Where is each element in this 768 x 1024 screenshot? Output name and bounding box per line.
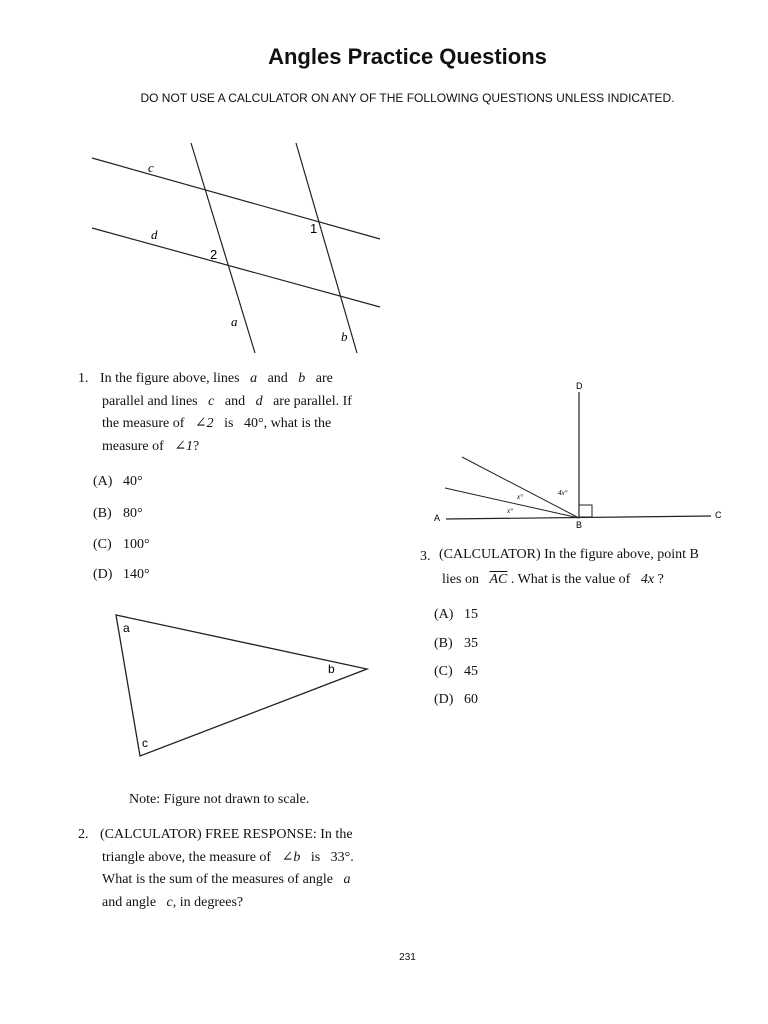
line-d xyxy=(92,228,380,307)
q1-angle-1: ∠1 xyxy=(174,438,194,454)
label-c: c xyxy=(148,160,154,175)
q1-and-1: and xyxy=(267,371,288,386)
angle-label-x-lower: x° xyxy=(507,507,513,515)
question-number: 1. xyxy=(78,371,89,386)
question-text xyxy=(439,544,699,591)
q2-var-c: c xyxy=(166,894,173,910)
choice-value: 45 xyxy=(464,664,478,679)
label-b: b xyxy=(341,329,348,344)
q1-var-a: a xyxy=(250,371,258,386)
angle-label-2: 2 xyxy=(210,247,218,262)
q1-text-5: , what is the xyxy=(263,416,332,431)
q1-text-6: measure of xyxy=(102,438,164,454)
q1-are: are xyxy=(315,371,333,386)
label-d: d xyxy=(151,227,158,242)
page-title: Angles Practice Questions xyxy=(268,44,547,69)
q2-value: 33° xyxy=(330,849,351,865)
choice-label: (A) xyxy=(93,474,113,489)
line-c xyxy=(92,158,380,239)
figure-note: Note: Figure not drawn to scale. xyxy=(129,792,310,807)
point-label-c: C xyxy=(715,510,722,520)
q1-choice-d[interactable] xyxy=(93,567,150,583)
q3-text-4: ? xyxy=(657,571,664,587)
choice-value: 80° xyxy=(123,506,143,521)
q2-is: is xyxy=(310,849,321,865)
figure-angles-on-line xyxy=(425,375,730,535)
q1-text-2: parallel and lines xyxy=(102,393,198,409)
q2-var-a: a xyxy=(343,872,351,887)
choice-label: (D) xyxy=(93,567,113,582)
point-label-b: B xyxy=(576,520,583,530)
q3-text-3: . What is the value of xyxy=(510,571,631,587)
triangle xyxy=(116,615,367,756)
choice-value: 140° xyxy=(123,567,150,582)
q3-choice-a[interactable] xyxy=(434,607,478,623)
q1-angle-2: ∠2 xyxy=(194,416,214,431)
q3-choice-d[interactable] xyxy=(434,692,478,708)
q3-text-2: lies on xyxy=(442,571,479,587)
choice-value: 100° xyxy=(123,537,150,552)
choice-label: (B) xyxy=(93,506,112,521)
choice-label: (C) xyxy=(434,664,453,679)
angle-label-1: 1 xyxy=(310,221,318,236)
q1-and-2: and xyxy=(224,393,246,409)
q1-text-3: are parallel. If xyxy=(273,393,352,409)
question-2 xyxy=(78,824,398,916)
q3-choice-b[interactable] xyxy=(434,636,478,652)
triangle-label-a: a xyxy=(123,621,130,635)
choice-value: 40° xyxy=(123,474,143,489)
choice-label: (A) xyxy=(434,607,454,622)
q1-choice-b[interactable] xyxy=(93,506,143,522)
q2-text-5: and angle xyxy=(102,894,157,910)
choice-value: 35 xyxy=(464,636,478,651)
choice-label: (B) xyxy=(434,636,453,651)
q1-is: is xyxy=(224,416,234,431)
q3-text-1: (CALCULATOR) In the figure above, point B xyxy=(439,547,699,562)
question-text xyxy=(100,368,352,458)
question-number: 2. xyxy=(78,827,89,842)
label-a: a xyxy=(231,314,238,329)
q1-value: 40° xyxy=(244,416,264,431)
right-angle-mark xyxy=(579,505,592,517)
q1-text-4: the measure of xyxy=(102,416,185,431)
q1-text-7: ? xyxy=(193,438,200,454)
q1-var-d: d xyxy=(255,393,263,409)
triangle-label-c: c xyxy=(142,736,148,750)
q3-choice-c[interactable] xyxy=(434,664,478,680)
point-label-a: A xyxy=(434,513,441,523)
line-a xyxy=(191,143,255,353)
q1-choice-c[interactable] xyxy=(93,537,150,553)
q2-text-6: , in degrees? xyxy=(172,894,244,910)
q3-segment-ac: $\overline{AC}$ xyxy=(489,571,508,587)
angle-label-x-upper: x° xyxy=(517,493,523,501)
angle-label-4x: 4x° xyxy=(558,489,568,497)
figure-parallel-lines xyxy=(85,135,390,360)
choice-value: 15 xyxy=(464,607,478,622)
question-number: 3. xyxy=(420,549,431,564)
triangle-label-b: b xyxy=(328,662,335,676)
q2-text-4: What is the sum of the measures of angle xyxy=(102,872,333,887)
page-number: 231 xyxy=(399,952,416,963)
figure-triangle xyxy=(105,605,380,770)
q1-var-b: b xyxy=(298,371,306,386)
q2-text-2: triangle above, the measure of xyxy=(102,849,272,865)
q2-angle-b: ∠b xyxy=(281,849,301,865)
choice-value: 60 xyxy=(464,692,478,707)
instructions: DO NOT USE A CALCULATOR ON ANY OF THE FOLLOWING QUESTIONS UNLESS INDICATED. xyxy=(140,91,675,105)
point-label-d: D xyxy=(576,381,583,391)
question-3 xyxy=(420,544,750,592)
q3-expr: 4x xyxy=(640,571,655,587)
choice-label: (C) xyxy=(93,537,112,552)
question-1 xyxy=(78,368,398,460)
q1-var-c: c xyxy=(208,393,215,409)
ray-upper xyxy=(462,457,579,518)
line-b xyxy=(296,143,357,353)
q1-text-1: In the figure above, lines xyxy=(100,371,240,386)
q2-text-1: (CALCULATOR) FREE RESPONSE: In the xyxy=(100,827,353,842)
q2-text-3: . xyxy=(350,849,354,865)
q1-choice-a[interactable] xyxy=(93,474,143,490)
choice-label: (D) xyxy=(434,692,454,707)
question-text xyxy=(100,824,354,914)
